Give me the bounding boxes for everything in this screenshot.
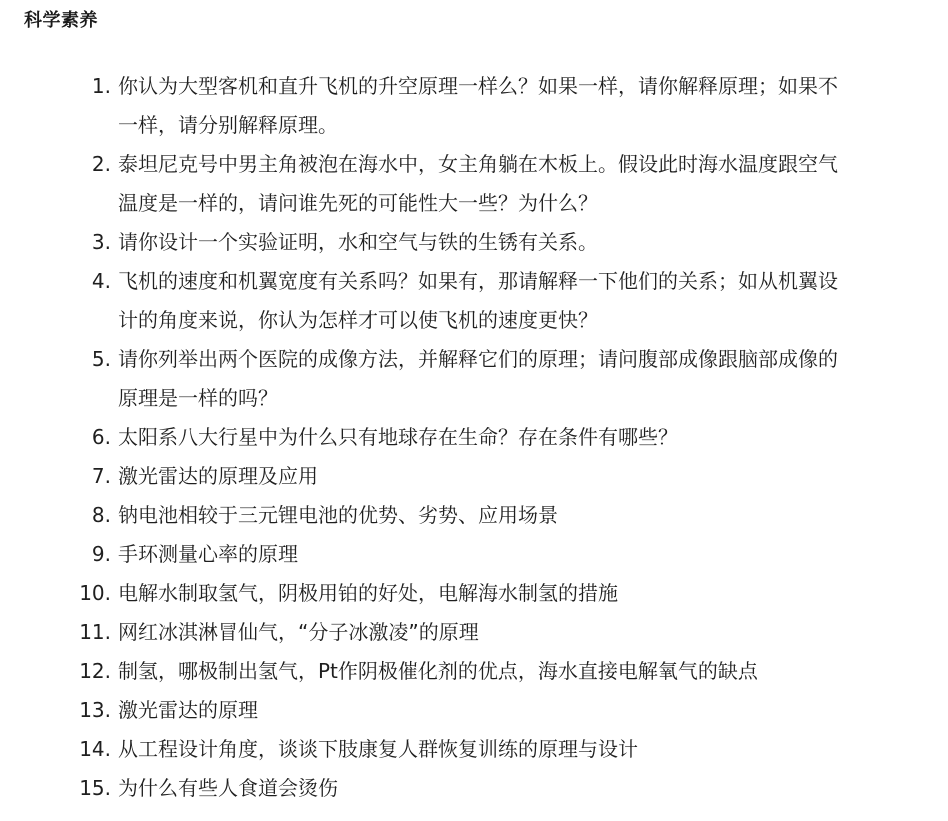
question-line: 制氢，哪极制出氢气，Pt作阴极催化剂的优点，海水直接电解氧气的缺点 [118,659,758,683]
question-number: 2. [91,152,111,176]
question-line: 请你设计一个实验证明，水和空气与铁的生锈有关系。 [118,230,598,254]
question-number: 5. [91,347,111,371]
question-item [0,574,948,613]
question-line: 请你列举出两个医院的成像方法，并解释它们的原理；请问腹部成像跟脑部成像的 [118,347,838,371]
question-line: 激光雷达的原理及应用 [118,464,318,488]
question-number: 10. [79,581,111,605]
question-text [118,769,904,808]
question-line: 一样，请分别解释原理。 [118,113,338,137]
question-text [118,418,904,457]
question-number: 7. [91,464,111,488]
question-item [0,730,948,769]
question-item [0,652,948,691]
question-item [0,457,948,496]
question-number: 4. [91,269,111,293]
question-text [118,613,904,652]
question-line: 泰坦尼克号中男主角被泡在海水中，女主角躺在木板上。假设此时海水温度跟空气 [118,152,838,176]
question-number: 3. [91,230,111,254]
question-item [0,223,948,262]
question-line: 为什么有些人食道会烫伤 [118,776,338,800]
question-line: 原理是一样的吗？ [118,386,278,410]
question-text [118,457,904,496]
question-item [0,691,948,730]
question-number: 12. [79,659,111,683]
question-line: 温度是一样的，请问谁先死的可能性大一些？为什么？ [118,191,598,215]
question-item [0,67,948,145]
question-number: 13. [79,698,111,722]
question-line: 飞机的速度和机翼宽度有关系吗？如果有，那请解释一下他们的关系；如从机翼设 [118,269,838,293]
question-item [0,496,948,535]
question-list [0,67,948,808]
question-text [118,262,904,340]
question-text [118,223,904,262]
question-item [0,145,948,223]
question-number: 14. [79,737,111,761]
question-line: 激光雷达的原理 [118,698,258,722]
question-number: 8. [91,503,111,527]
question-line: 太阳系八大行星中为什么只有地球存在生命？存在条件有哪些？ [118,425,678,449]
question-text [118,574,904,613]
question-item [0,418,948,457]
question-line: 你认为大型客机和直升飞机的升空原理一样么？如果一样，请你解释原理；如果不 [118,74,838,98]
question-line: 钠电池相较于三元锂电池的优势、劣势、应用场景 [118,503,558,527]
question-text [118,652,904,691]
question-text [118,496,904,535]
question-text [118,340,904,418]
question-line: 电解水制取氢气，阴极用铂的好处，电解海水制氢的措施 [118,581,618,605]
question-item [0,340,948,418]
question-item [0,613,948,652]
section-title: 科学素养 [24,10,98,31]
question-number: 15. [79,776,111,800]
question-text [118,67,904,145]
question-text [118,730,904,769]
question-text [118,535,904,574]
question-number: 1. [91,74,111,98]
question-line: 手环测量心率的原理 [118,542,298,566]
question-number: 6. [91,425,111,449]
question-number: 9. [91,542,111,566]
question-item [0,262,948,340]
question-line: 计的角度来说，你认为怎样才可以使飞机的速度更快？ [118,308,598,332]
question-text [118,691,904,730]
question-item [0,769,948,808]
question-line: 网红冰淇淋冒仙气，“分子冰激凌”的原理 [118,620,479,644]
question-number: 11. [79,620,111,644]
question-text [118,145,904,223]
question-item [0,535,948,574]
question-line: 从工程设计角度，谈谈下肢康复人群恢复训练的原理与设计 [118,737,638,761]
